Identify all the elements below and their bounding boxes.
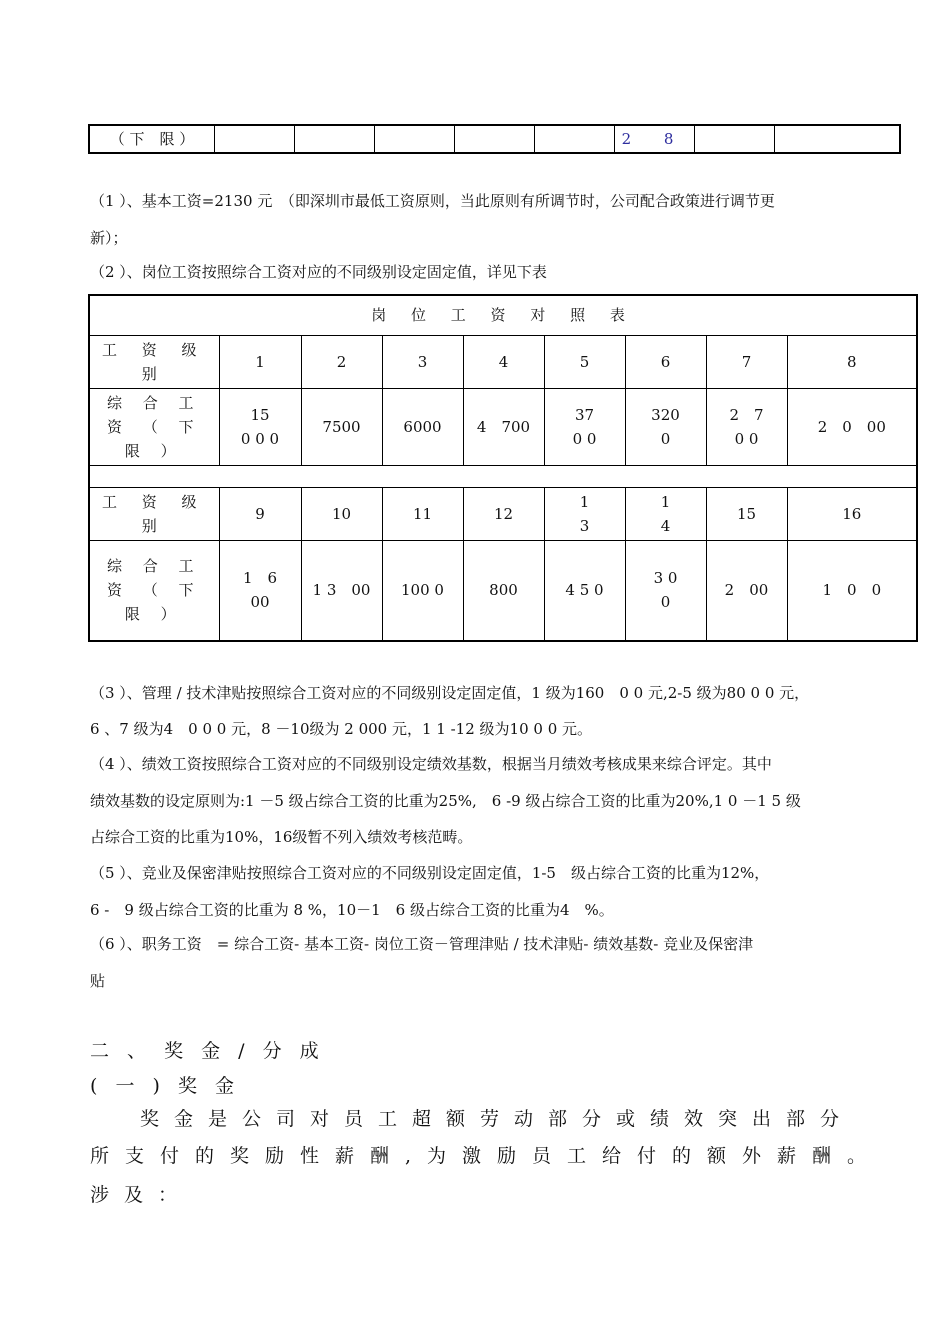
para-5-line-2: 6 - 9 级占综合工资的比重为 8 %，10－1 6 级占综合工资的比重为4 %。 [90,901,614,919]
level-cell: 4 [463,335,544,388]
para-5-line-1: （5 ）、竞业及保密津贴按照综合工资对应的不同级别设定固定值，1-5 级占综合工资的比重为12%， [90,864,770,882]
top-cell [215,125,295,153]
para-3-line-1: （3 ）、管理 / 技术津贴按照综合工资对应的不同级别设定固定值，1 级为160 0 0 元,2-5 级为80 0 0 元， [90,684,810,702]
level-cell: 9 [219,487,301,540]
top-cell [695,125,775,153]
para-3-line-2: 6 、7 级为4 0 0 0 元，8 －10级为 2 000 元，1 1 -12 级为10 0 0 元。 [90,720,593,738]
level-cell: 3 [382,335,463,388]
top-partial-table [88,124,901,154]
section-2-subheading: ( 一 ) 奖 金 [90,1075,240,1097]
comp-value-cell: 1 3 00 [301,540,382,641]
top-cell [775,125,901,153]
comp-label: 综 合 工 资 （ 下 限 ） [89,540,219,641]
level-cell: 11 [382,487,463,540]
comp-value-cell: 37 0 0 [544,388,625,465]
comp-value-cell: 3 0 0 [625,540,706,641]
level-cell: 1 4 [625,487,706,540]
level-cell: 5 [544,335,625,388]
level-cell: 1 3 [544,487,625,540]
para-6-line-1: （6 ）、职务工资 = 综合工资- 基本工资- 岗位工资－管理津贴 / 技术津贴- 绩效基数- 竞业及保密津 [90,935,754,953]
level-cell: 7 [706,335,787,388]
level-cell: 1 [219,335,301,388]
level-cell: 8 [787,335,917,388]
top-cell [455,125,535,153]
comp-value-cell: 2 0 00 [787,388,917,465]
table-title: 岗 位 工 资 对 照 表 [89,295,917,335]
comp-value-cell: 100 0 [382,540,463,641]
para-1-line-1: （1 ）、基本工资=2130 元 （即深圳市最低工资原则，当此原则有所调节时，公司配合政策进行调节更 [90,192,775,210]
comp-value-cell: 800 [463,540,544,641]
comp-value-cell: 1 0 0 [787,540,917,641]
comp-value-cell: 320 0 [625,388,706,465]
comp-value-cell: 2 70 0 [706,388,787,465]
comp-value-cell: 2 00 [706,540,787,641]
level-cell: 12 [463,487,544,540]
section-2-heading: 二 、 奖 金 / 分 成 [90,1040,325,1062]
level-label: 工 资 级 别 [89,487,219,540]
comp-value-cell: 15 0 0 0 [219,388,301,465]
top-cell [535,125,615,153]
salary-table [88,294,918,642]
lower-limit-label: （ 下 限 ） [89,125,215,153]
para-6-line-2: 贴 [90,972,106,990]
comp-value-cell: 4 700 [463,388,544,465]
comp-value-cell: 6000 [382,388,463,465]
level-cell: 6 [625,335,706,388]
comp-value-cell: 1 6 00 [219,540,301,641]
level-cell: 15 [706,487,787,540]
level-cell: 2 [301,335,382,388]
comp-label: 综 合 工 资 （ 下 限 ） [89,388,219,465]
para-4-line-2: 绩效基数的设定原则为:1 －5 级占综合工资的比重为25%, 6 -9 级占综合工资的比重为20%,1 0 －1 5 级 [90,792,801,810]
level-cell: 10 [301,487,382,540]
top-cell [375,125,455,153]
comp-value-cell: 4 5 0 [544,540,625,641]
top-cell-highlight: 2 8 [615,125,695,153]
para-4-line-3: 占综合工资的比重为10%，16级暂不列入绩效考核范畴。 [90,828,473,846]
comp-value-cell: 7500 [301,388,382,465]
top-cell [295,125,375,153]
section-2-body-line-1: 奖金是公司对员工超额劳动部分或绩效突出部分 [140,1108,855,1130]
spacer-row [89,465,917,487]
level-cell: 16 [787,487,917,540]
level-label: 工 资 级 别 [89,335,219,388]
para-1-line-2: 新）； [90,229,128,247]
section-2-body-line-2: 所支付的奖励性薪酬,为激励员工给付的额外薪酬。 [90,1145,883,1167]
section-2-body-line-3: 涉及： [90,1184,193,1206]
para-2: （2 ）、岗位工资按照综合工资对应的不同级别设定固定值，详见下表 [90,263,547,281]
para-4-line-1: （4 ）、绩效工资按照综合工资对应的不同级别设定绩效基数，根据当月绩效考核成果来综合评定。其中 [90,755,772,773]
